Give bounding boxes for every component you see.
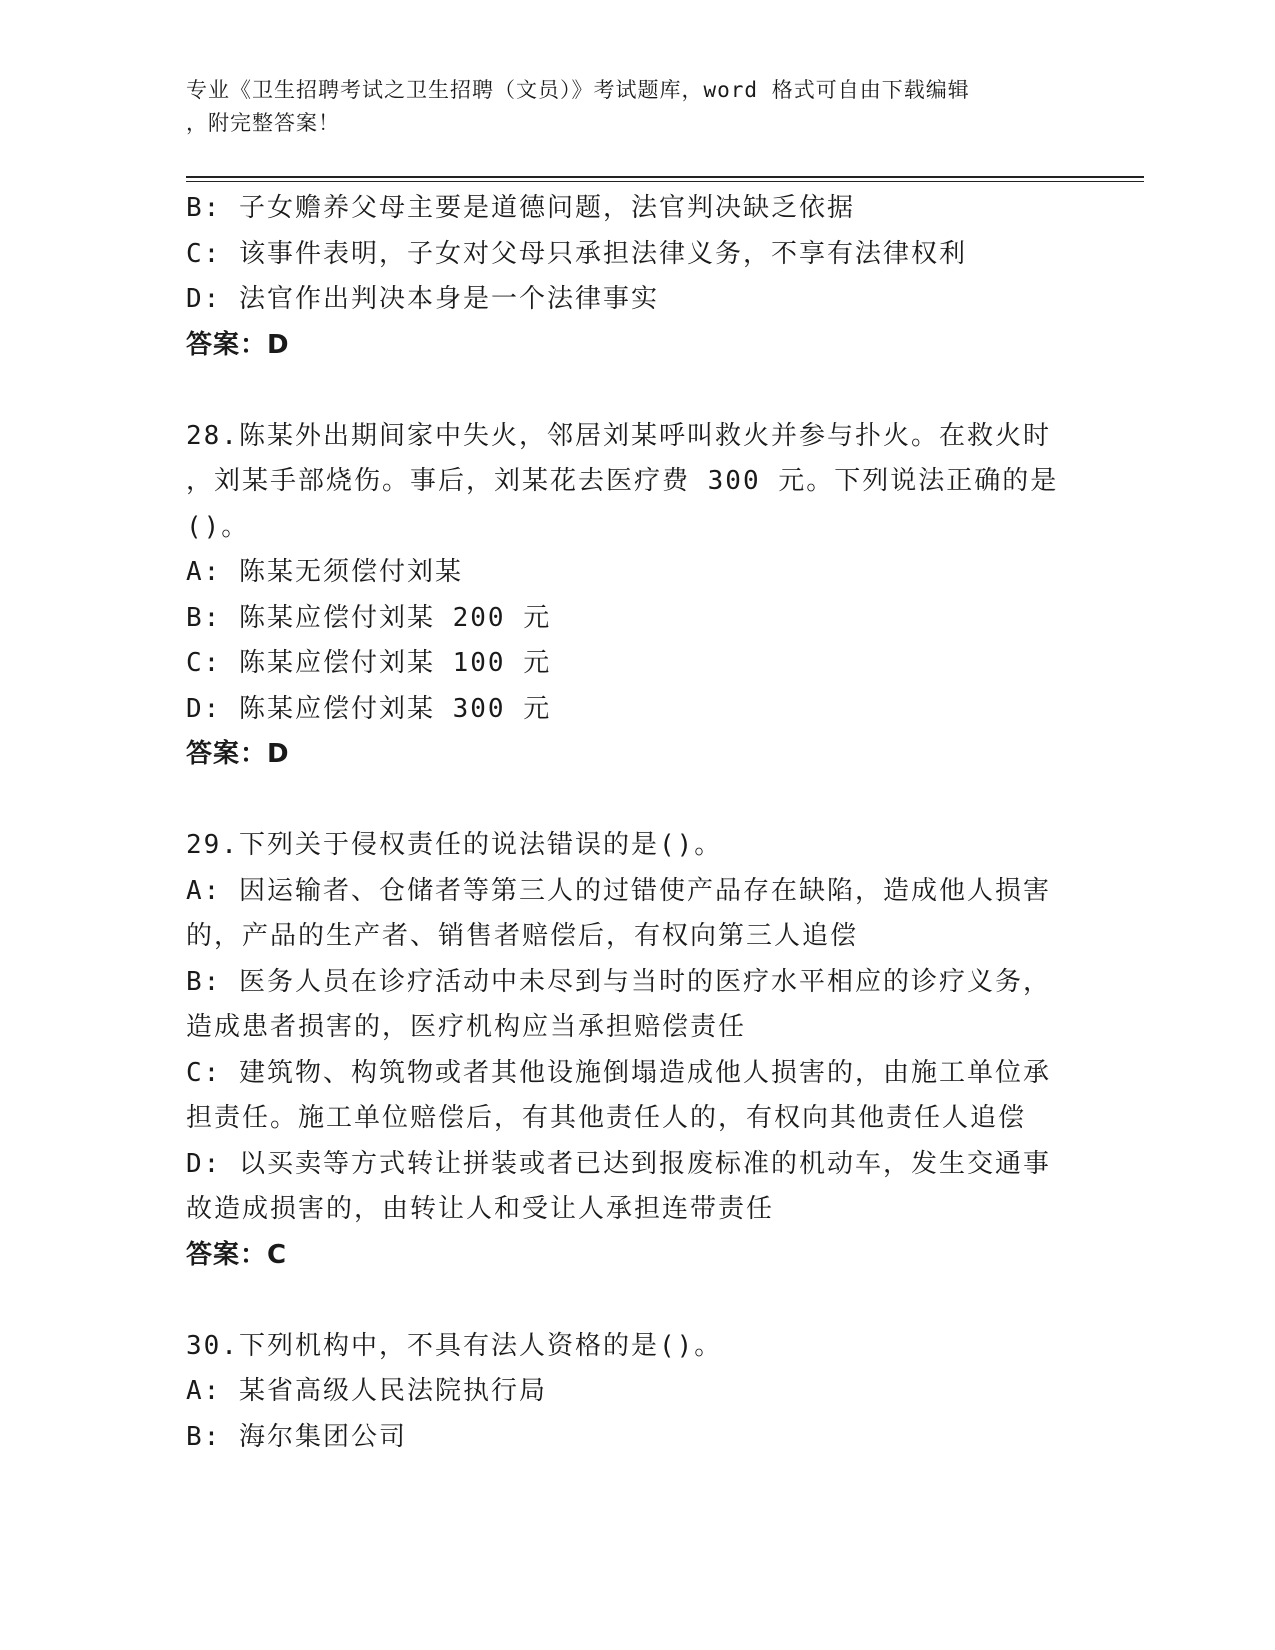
header-divider-thin [186,181,1144,182]
option-b: B: 陈某应偿付刘某 200 元 [186,602,552,633]
option-d: D: 法官作出判决本身是一个法律事实 [186,284,659,314]
spacer [186,778,1086,824]
question-27-tail [186,186,1086,368]
option-b: B: 海尔集团公司 [186,1421,407,1452]
spacer [186,368,1086,414]
question-stem-line: ，刘某手部烧伤。事后，刘某花去医疗费 300 元。下列说法正确的是 [186,466,1059,496]
answer: 答案：D [186,329,290,360]
question-stem-line: ()。 [186,511,250,542]
option-b-line: 造成患者损害的，医疗机构应当承担赔偿责任 [186,1012,747,1042]
spacer [186,1278,1086,1324]
option-c: C: 该事件表明，子女对父母只承担法律义务，不享有法律权利 [186,238,967,269]
option-c: C: 陈某应偿付刘某 100 元 [186,648,552,678]
question-stem-line: 28.陈某外出期间家中失火，邻居刘某呼叫救火并参与扑火。在救火时 [186,420,1051,451]
option-d-line: D: 以买卖等方式转让拼装或者已达到报废标准的机动车，发生交通事 [186,1148,1051,1179]
question-body [186,186,1086,1460]
header-line-1: 专业《卫生招聘考试之卫生招聘（文员）》考试题库，word 格式可自由下载编辑 [186,78,970,102]
page-header [186,74,1086,140]
question-stem-line: 29.下列关于侵权责任的说法错误的是()。 [186,830,723,860]
option-a: A: 陈某无须偿付刘某 [186,557,463,587]
question-29 [186,823,1086,1278]
option-a-line: A: 因运输者、仓储者等第三人的过错使产品存在缺陷，造成他人损害 [186,875,1051,906]
option-b: B: 子女赡养父母主要是道德问题，法官判决缺乏依据 [186,193,855,223]
answer: 答案：C [186,1239,288,1270]
question-28 [186,414,1086,778]
option-d-line: 故造成损害的，由转让人和受让人承担连带责任 [186,1194,775,1224]
option-a-line: 的，产品的生产者、销售者赔偿后，有权向第三人追偿 [186,921,859,951]
option-a: A: 某省高级人民法院执行局 [186,1376,547,1406]
header-divider-thick [186,176,1144,178]
answer: 答案：D [186,739,290,769]
option-b-line: B: 医务人员在诊疗活动中未尽到与当时的医疗水平相应的诊疗义务， [186,966,1051,997]
header-line-2: ，附完整答案！ [186,111,340,135]
option-c-line: C: 建筑物、构筑物或者其他设施倒塌造成他人损害的，由施工单位承 [186,1057,1051,1088]
question-stem-line: 30.下列机构中，不具有法人资格的是()。 [186,1330,723,1361]
option-d: D: 陈某应偿付刘某 300 元 [186,693,552,724]
question-30 [186,1324,1086,1461]
option-c-line: 担责任。施工单位赔偿后，有其他责任人的，有权向其他责任人追偿 [186,1103,1027,1133]
